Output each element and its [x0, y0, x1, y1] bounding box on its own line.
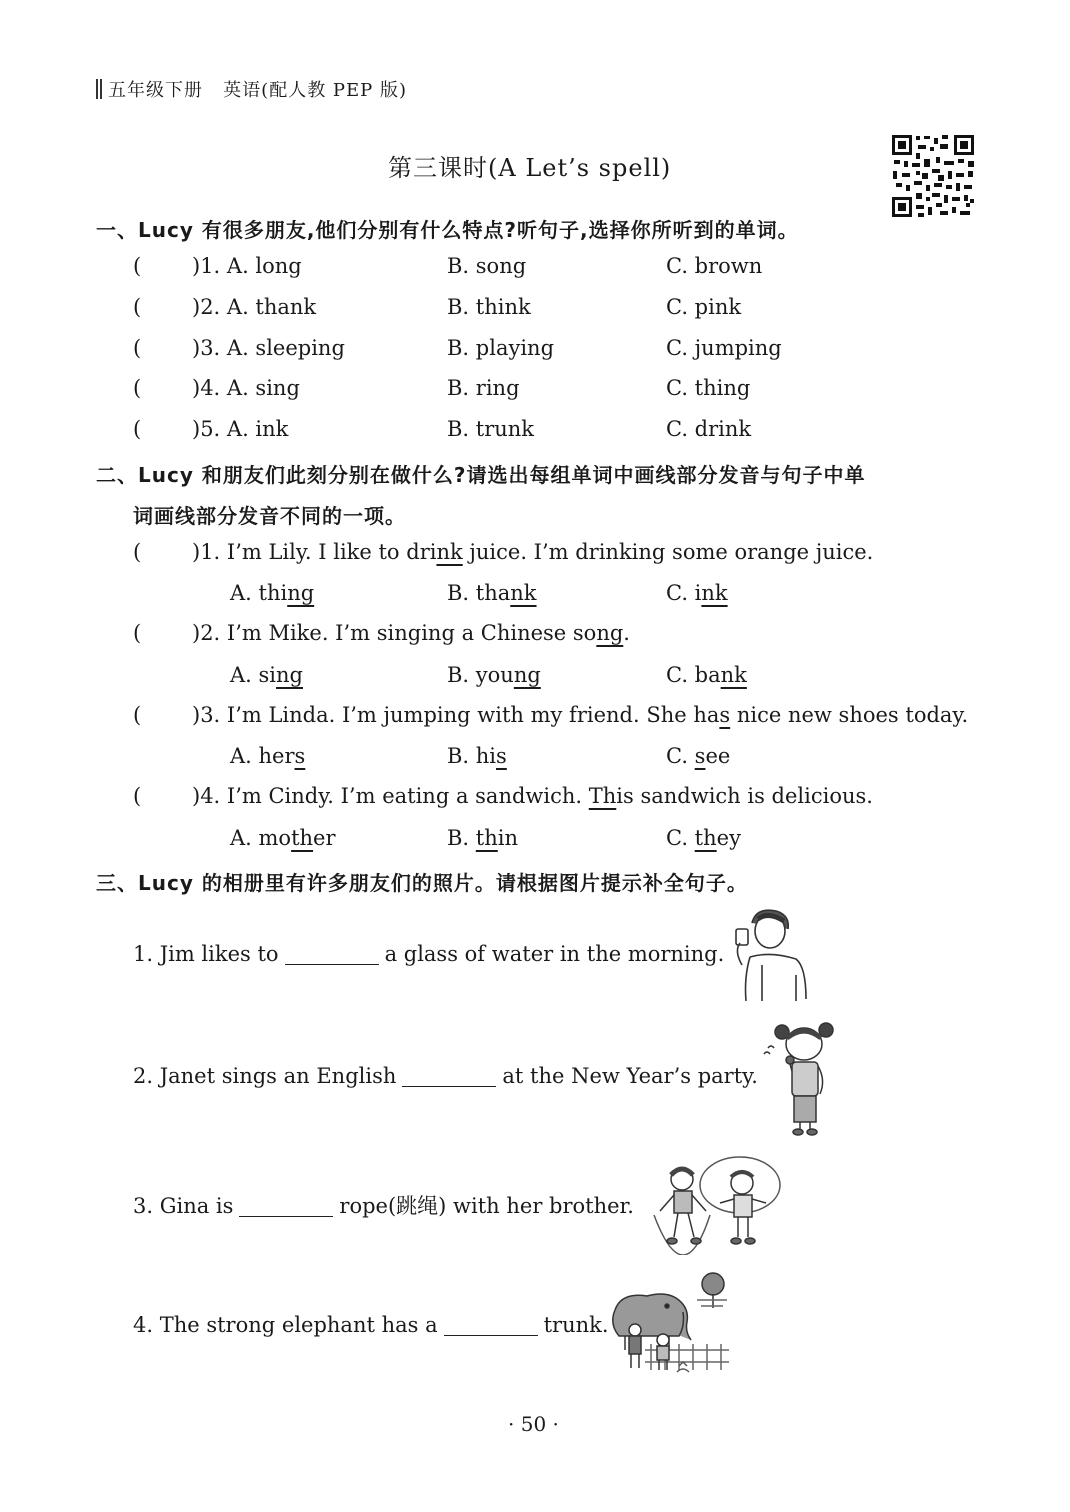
section2-sentence: )1. I’m Lily. I like to drink juice. I’m drinking some orange juice. [192, 540, 874, 564]
section2-heading-line2: 词画线部分发音不同的一项。 [133, 504, 406, 528]
option-b: B. playing [447, 336, 555, 360]
answer-paren[interactable]: ( [133, 336, 142, 360]
option-c: C. drink [666, 417, 752, 441]
option-c: C. they [666, 826, 741, 850]
running-header [96, 76, 407, 102]
option-b: B. think [447, 295, 531, 319]
header-subject: 英语(配人教 PEP 版) [223, 80, 408, 101]
elephant-at-zoo-illustration [605, 1270, 730, 1380]
option-a: A. mother [230, 826, 336, 850]
boy-drinking-water-illustration [722, 905, 812, 1005]
option-c: C. bank [666, 663, 747, 687]
option-c: C. thing [666, 376, 751, 400]
section2-sentence: )3. I’m Linda. I’m jumping with my friend. She has nice new shoes today. [192, 703, 969, 727]
qr-code [890, 133, 976, 219]
option-c: C. ink [666, 581, 728, 605]
answer-blank[interactable] [444, 1315, 538, 1336]
option-a: )1. A. long [192, 254, 302, 278]
option-b: B. his [447, 744, 507, 768]
section2-sentence: )4. I’m Cindy. I’m eating a sandwich. This sandwich is delicious. [192, 784, 873, 808]
fill-sentence-2: 2. Janet sings an English at the New Year’s party. [133, 1064, 758, 1088]
section1-heading: 一、Lucy 有很多朋友,他们分别有什么特点?听句子,选择你所听到的单词。 [96, 218, 799, 242]
answer-blank[interactable] [285, 944, 379, 965]
section3-heading: 三、Lucy 的相册里有许多朋友们的照片。请根据图片提示补全句子。 [96, 871, 748, 895]
girl-singing-illustration [760, 1020, 840, 1136]
option-b: B. ring [447, 376, 520, 400]
answer-paren[interactable]: ( [133, 254, 142, 278]
option-b: B. song [447, 254, 527, 278]
section2-heading-line1: 二、Lucy 和朋友们此刻分别在做什么?请选出每组单词中画线部分发音与句子中单 [96, 463, 866, 487]
answer-paren[interactable]: ( [133, 703, 142, 727]
option-b: B. thank [447, 581, 537, 605]
answer-paren[interactable]: ( [133, 621, 142, 645]
fill-sentence-4: 4. The strong elephant has a trunk. [133, 1313, 609, 1337]
option-a: )4. A. sing [192, 376, 300, 400]
option-a: )5. A. ink [192, 417, 289, 441]
option-b: B. young [447, 663, 541, 687]
answer-paren[interactable]: ( [133, 376, 142, 400]
option-c: C. brown [666, 254, 763, 278]
option-c: C. see [666, 744, 731, 768]
option-a: A. thing [230, 581, 315, 605]
answer-paren[interactable]: ( [133, 417, 142, 441]
option-c: C. jumping [666, 336, 782, 360]
section2-sentence: )2. I’m Mike. I’m singing a Chinese song. [192, 621, 630, 645]
fill-sentence-3: 3. Gina is rope(跳绳) with her brother. [133, 1194, 634, 1218]
children-jumping-rope-illustration [650, 1155, 785, 1255]
page-title: 第三课时(A Let’s spell) [388, 154, 672, 182]
option-a: )2. A. thank [192, 295, 317, 319]
answer-paren[interactable]: ( [133, 784, 142, 808]
answer-paren[interactable]: ( [133, 295, 142, 319]
option-b: B. thin [447, 826, 519, 850]
option-c: C. pink [666, 295, 742, 319]
header-bar [96, 79, 102, 99]
header-book: 五年级下册 [108, 80, 203, 101]
option-a: )3. A. sleeping [192, 336, 345, 360]
answer-blank[interactable] [402, 1066, 496, 1087]
fill-sentence-1: 1. Jim likes to a glass of water in the morning. [133, 942, 725, 966]
option-b: B. trunk [447, 417, 535, 441]
answer-paren[interactable]: ( [133, 540, 142, 564]
page-number: · 50 · [508, 1412, 559, 1436]
answer-blank[interactable] [239, 1196, 333, 1217]
option-a: A. sing [230, 663, 303, 687]
option-a: A. hers [230, 744, 306, 768]
